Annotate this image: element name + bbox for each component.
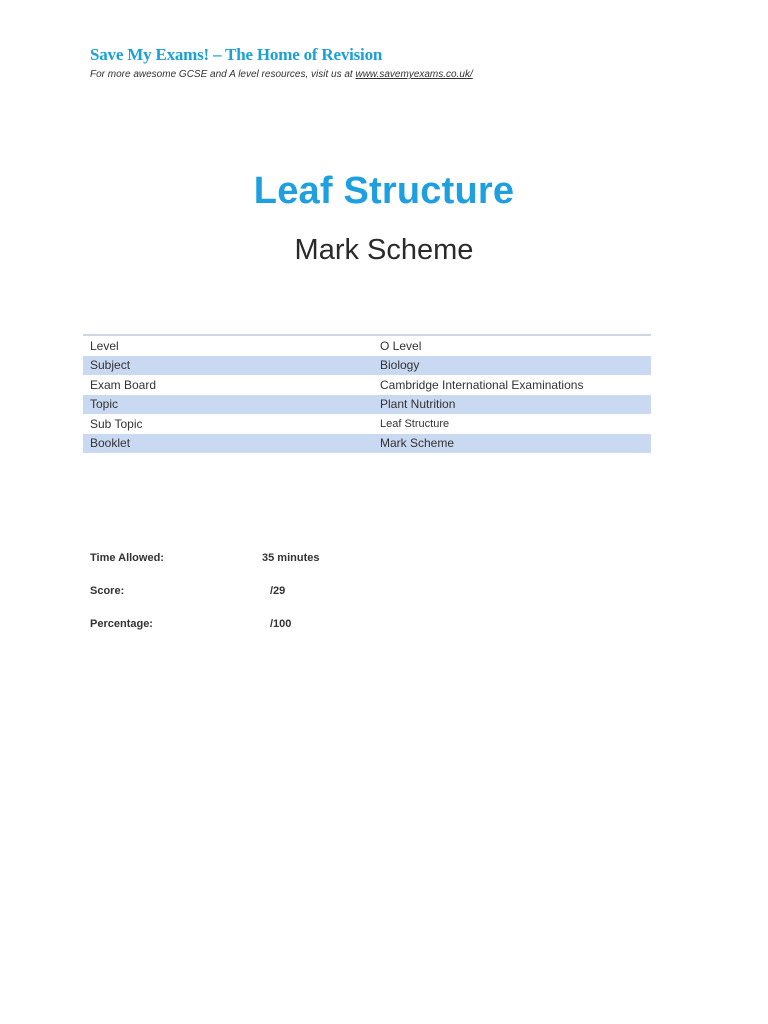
row-label: Subject xyxy=(83,356,373,376)
table-row xyxy=(83,356,651,376)
row-value: Plant Nutrition xyxy=(373,395,651,415)
table-row xyxy=(83,335,651,356)
row-value: Biology xyxy=(373,356,651,376)
table-row xyxy=(83,395,651,415)
table-row xyxy=(83,414,651,434)
table-row xyxy=(83,375,651,395)
percentage-label: Percentage: xyxy=(90,618,153,630)
row-value: Leaf Structure xyxy=(380,417,450,430)
score-label: Score: xyxy=(90,585,125,597)
row-label: Sub Topic xyxy=(90,416,143,431)
row-value: O Level xyxy=(380,338,422,353)
info-table xyxy=(83,334,651,453)
row-label: Booklet xyxy=(83,434,373,454)
website-link[interactable]: www.savemyexams.co.uk/ xyxy=(355,69,473,80)
time-allowed-value: 35 minutes xyxy=(262,552,320,564)
tagline-text: For more awesome GCSE and A level resources, visit us at xyxy=(90,69,356,80)
table-row xyxy=(83,434,651,454)
row-value: Mark Scheme xyxy=(373,434,651,454)
document-subtitle: Mark Scheme xyxy=(294,234,474,266)
time-allowed-label: Time Allowed: xyxy=(90,552,164,564)
percentage-value: /100 xyxy=(270,618,292,630)
tagline xyxy=(90,69,473,80)
score-value: /29 xyxy=(270,585,286,597)
document-title: Leaf Structure xyxy=(253,170,515,212)
row-value: Cambridge International Examinations xyxy=(380,377,584,392)
row-label: Topic xyxy=(83,395,373,415)
row-label: Level xyxy=(90,338,119,353)
brand-heading: Save My Exams! – The Home of Revision xyxy=(90,45,383,64)
row-label: Exam Board xyxy=(90,377,157,392)
